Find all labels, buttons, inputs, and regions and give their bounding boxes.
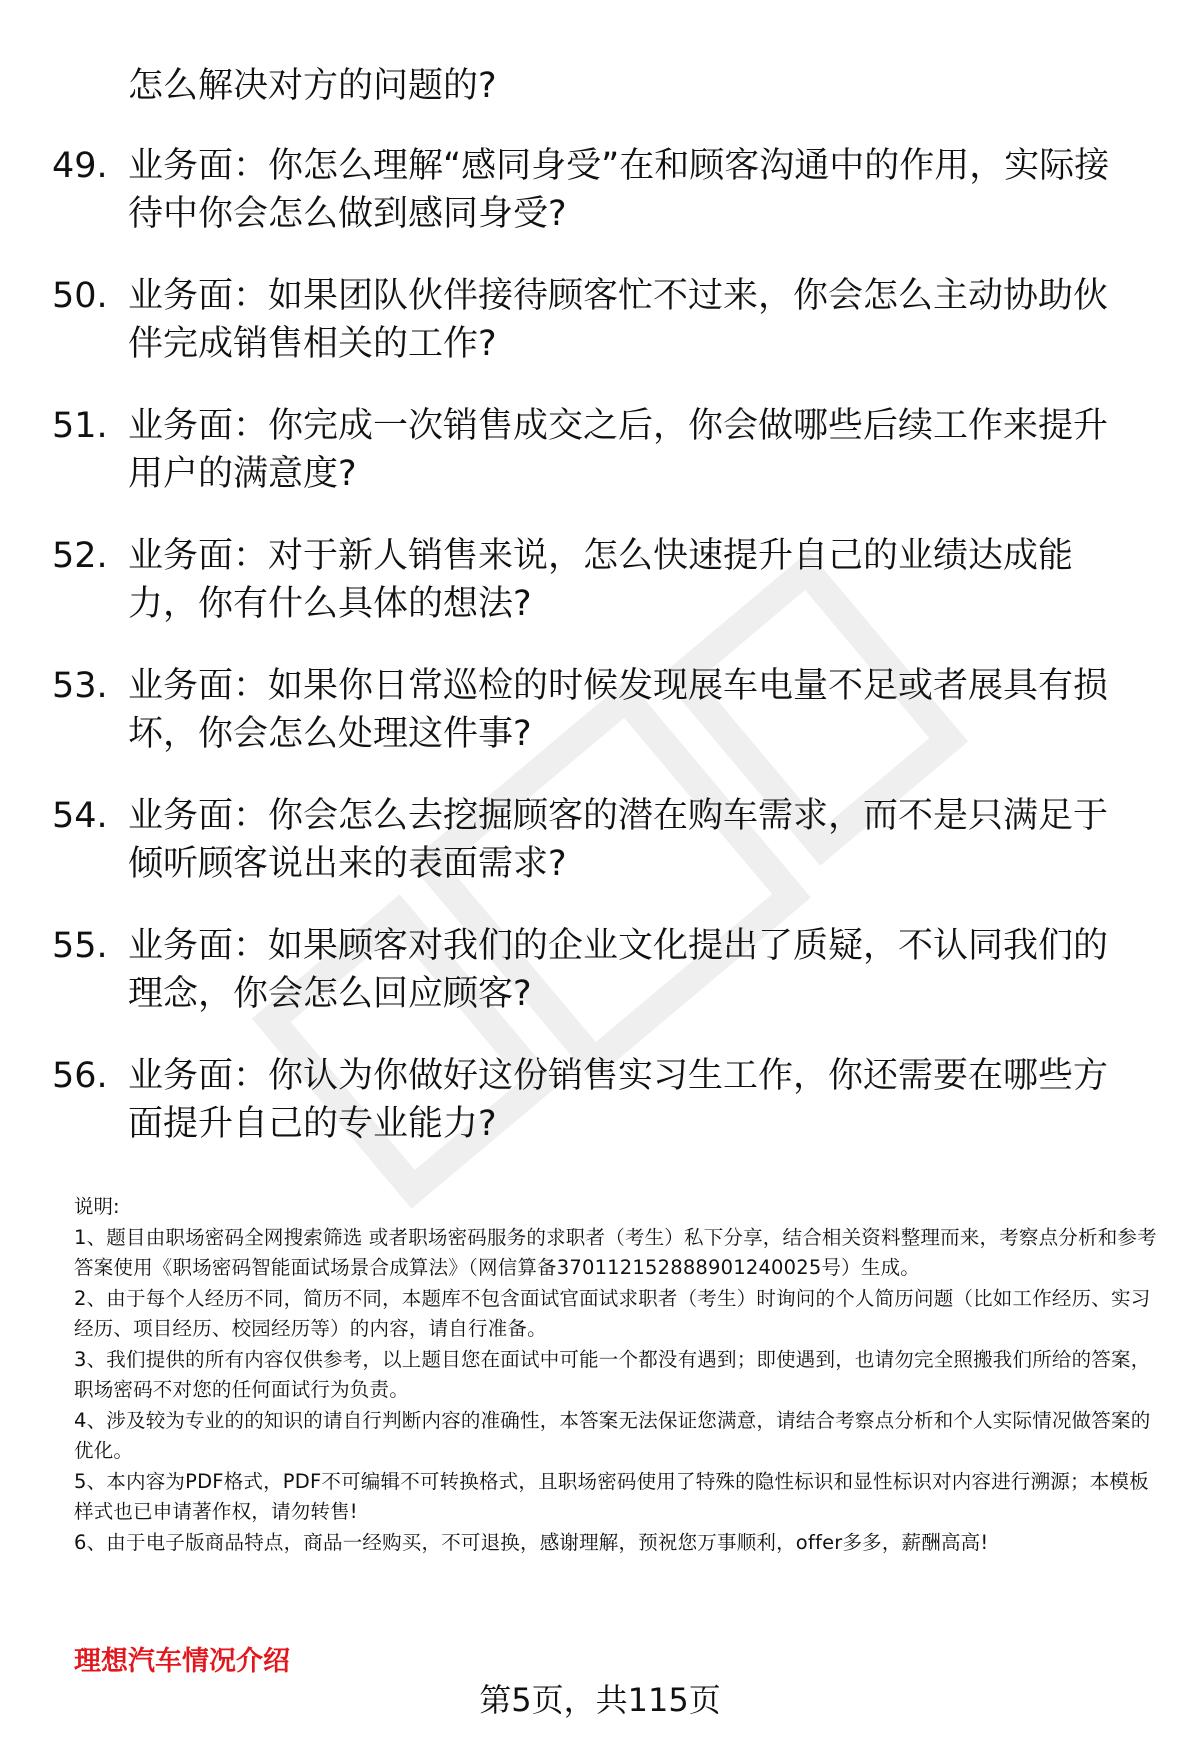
page-number: 第5页，共115页	[479, 1681, 721, 1719]
question-text: 业务面：你认为你做好这份销售实习生工作，你还需要在哪些方面提升自己的专业能力?	[128, 1056, 1109, 1144]
question-item	[52, 272, 1142, 368]
question-text: 业务面：你怎么理解“感同身受”在和顾客沟通中的作用，实际接待中你会怎么做到感同身受?	[128, 146, 1110, 234]
question-continued-text: 怎么解决对方的问题的?	[128, 66, 497, 106]
question-number: 50.	[52, 276, 108, 316]
question-number: 56.	[52, 1056, 108, 1096]
question-text: 业务面：你会怎么去挖掘顾客的潜在购车需求，而不是只满足于倾听顾客说出来的表面需求?	[128, 796, 1109, 884]
note-item: 1、题目由职场密码全网搜索筛选 或者职场密码服务的求职者（考生）私下分享，结合相关资料整理而来，考察点分析和参考答案使用《职场密码智能面试场景合成算法》（网信算备370112152888901240025号）生成。	[74, 1225, 1157, 1279]
question-number: 52.	[52, 536, 108, 576]
note-item: 2、由于每个人经历不同，简历不同，本题库不包含面试官面试求职者（考生）时询问的个人简历问题（比如工作经历、实习经历、项目经历、校园经历等）的内容，请自行准备。	[74, 1286, 1151, 1340]
question-number: 54.	[52, 796, 108, 836]
question-text: 业务面：如果顾客对我们的企业文化提出了质疑，不认同我们的理念，你会怎么回应顾客?	[128, 926, 1109, 1014]
note-item: 3、我们提供的所有内容仅供参考，以上题目您在面试中可能一个都没有遇到；即使遇到，也请勿完全照搬我们所给的答案，职场密码不对您的任何面试行为负责。	[74, 1347, 1151, 1401]
note-item: 6、由于电子版商品特点，商品一经购买，不可退换，感谢理解，预祝您万事顺利，offer多多，薪酬高高!	[74, 1530, 989, 1554]
note-item: 5、本内容为PDF格式，PDF不可编辑不可转换格式，且职场密码使用了特殊的隐性标识和显性标识对内容进行溯源；本模板样式也已申请著作权，请勿转售!	[74, 1469, 1149, 1523]
question-item	[52, 922, 1142, 1018]
question-number: 49.	[52, 146, 108, 186]
section-link-company-intro[interactable]: 理想汽车情况介绍	[74, 1646, 290, 1677]
question-list	[52, 142, 1142, 1182]
question-number: 51.	[52, 406, 108, 446]
question-item	[52, 402, 1142, 498]
question-text: 业务面：如果你日常巡检的时候发现展车电量不足或者展具有损坏，你会怎么处理这件事?	[128, 666, 1109, 754]
question-item	[52, 662, 1142, 758]
notes-section	[74, 1192, 1164, 1558]
question-number: 53.	[52, 666, 108, 706]
question-text: 业务面：对于新人销售来说，怎么快速提升自己的业绩达成能力，你有什么具体的想法?	[128, 536, 1074, 624]
question-item	[52, 792, 1142, 888]
question-item	[52, 1052, 1142, 1148]
question-number: 55.	[52, 926, 108, 966]
question-item	[52, 142, 1142, 238]
note-item: 4、涉及较为专业的的知识的请自行判断内容的准确性，本答案无法保证您满意，请结合考察点分析和个人实际情况做答案的优化。	[74, 1408, 1151, 1462]
question-item	[52, 532, 1142, 628]
question-text: 业务面：你完成一次销售成交之后，你会做哪些后续工作来提升用户的满意度?	[128, 406, 1109, 494]
question-text: 业务面：如果团队伙伴接待顾客忙不过来，你会怎么主动协助伙伴完成销售相关的工作?	[128, 276, 1109, 364]
notes-title: 说明:	[74, 1195, 120, 1218]
